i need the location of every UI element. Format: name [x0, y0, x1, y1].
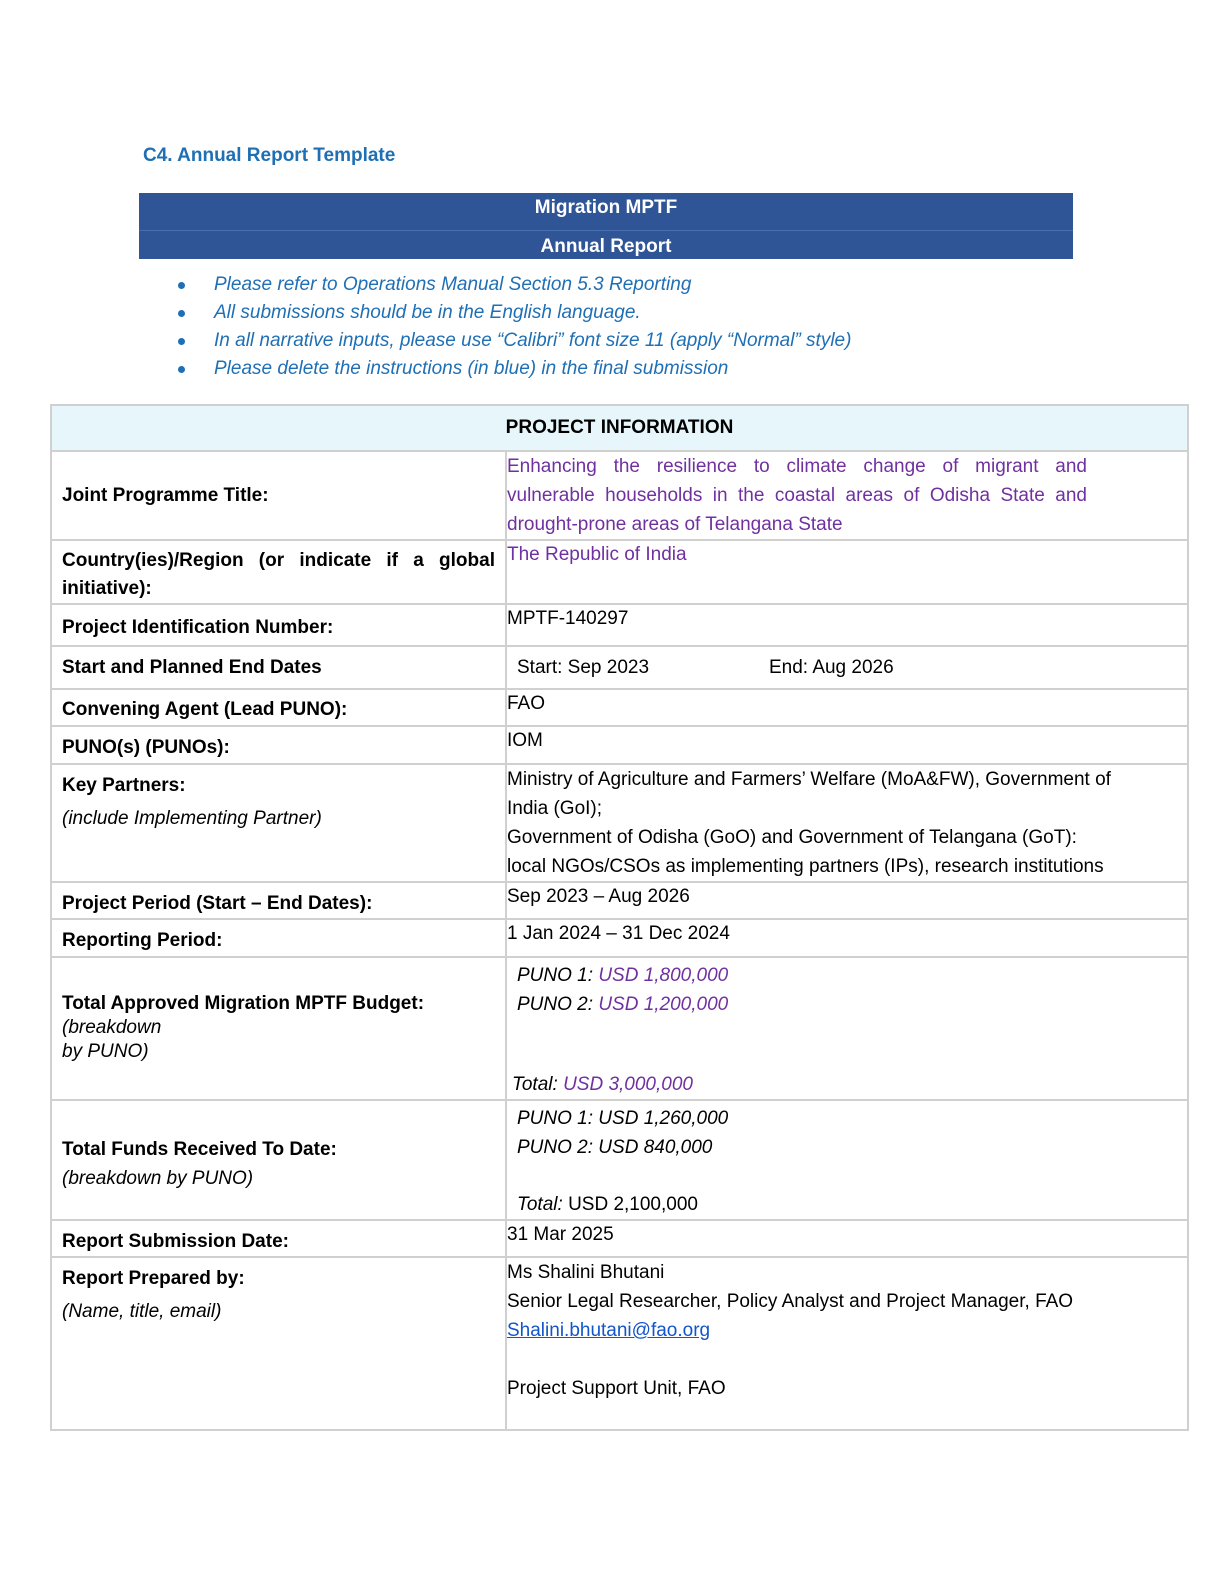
instruction-item	[176, 327, 851, 355]
budget-puno2	[507, 990, 1187, 1019]
instruction-text: In all narrative inputs, please use “Calibri” font size 11 (apply “Normal” style)	[214, 330, 852, 351]
reporting-period-label: Reporting Period:	[51, 919, 506, 957]
instruction-item	[176, 299, 851, 327]
budget-note-1: (breakdown	[62, 1017, 162, 1038]
funds-total	[517, 1190, 1187, 1219]
start-date: Start: Sep 2023	[517, 656, 650, 678]
budget-puno1	[507, 961, 1187, 990]
prepared-by-title: Report Prepared by:	[62, 1268, 245, 1289]
budget-puno1-amount: USD 1,800,000	[598, 965, 729, 986]
country-value: The Republic of India	[506, 540, 1188, 604]
project-information-table	[50, 404, 1189, 1431]
preparer-email-link[interactable]: Shalini.bhutani@fao.org	[507, 1320, 711, 1341]
funds-title: Total Funds Received To Date:	[62, 1139, 337, 1160]
budget-value	[506, 957, 1188, 1100]
budget-puno1-label: PUNO 1:	[517, 965, 594, 986]
preparer-title: Senior Legal Researcher, Policy Analyst and Project Manager, FAO	[507, 1291, 1074, 1312]
partner-line: Ministry of Agriculture and Farmers’ Welfare (MoA&FW), Government of India (GoI);	[507, 769, 1111, 819]
project-id-label: Project Identification Number:	[51, 604, 506, 646]
budget-total-label: Total:	[512, 1074, 558, 1095]
key-partners-note: (include Implementing Partner)	[62, 808, 322, 829]
prepared-by-value	[506, 1257, 1188, 1430]
funds-value	[506, 1100, 1188, 1220]
funds-total-label: Total:	[517, 1194, 563, 1215]
instruction-text: Please delete the instructions (in blue) in the final submission	[214, 358, 729, 379]
puno-value: IOM	[506, 726, 1188, 764]
project-period-label: Project Period (Start – End Dates):	[51, 882, 506, 919]
convening-agent-value: FAO	[506, 689, 1188, 726]
title-value	[506, 451, 1188, 540]
partner-line: local NGOs/CSOs as implementing partners (IPs), research institutions	[507, 856, 1104, 877]
banner-title: Migration MPTF	[139, 193, 1073, 230]
funds-puno1: PUNO 1: USD 1,260,000	[517, 1108, 729, 1129]
reporting-period-value: 1 Jan 2024 – 31 Dec 2024	[506, 919, 1188, 957]
budget-note-2: by PUNO)	[62, 1041, 149, 1062]
funds-label	[51, 1100, 506, 1220]
banner-subtitle: Annual Report	[139, 230, 1073, 259]
budget-puno2-amount: USD 1,200,000	[598, 994, 729, 1015]
project-period-value: Sep 2023 – Aug 2026	[506, 882, 1188, 919]
instruction-text: All submissions should be in the English language.	[214, 302, 641, 323]
key-partners-value	[506, 764, 1188, 882]
preparer-name: Ms Shalini Bhutani	[507, 1262, 665, 1283]
table-header: PROJECT INFORMATION	[51, 405, 1188, 451]
key-partners-title: Key Partners:	[62, 775, 186, 796]
instruction-item	[176, 355, 851, 383]
dates-label: Start and Planned End Dates	[51, 646, 506, 689]
preparer-unit: Project Support Unit, FAO	[507, 1378, 726, 1399]
prepared-by-label	[51, 1257, 506, 1430]
report-banner	[139, 193, 1073, 259]
budget-puno2-label: PUNO 2:	[517, 994, 594, 1015]
submission-date-label: Report Submission Date:	[51, 1220, 506, 1257]
partner-line: Government of Odisha (GoO) and Government of Telangana (GoT):	[507, 827, 1077, 848]
title-value-text: Enhancing the resilience to climate change of migrant and vulnerable households in the coastal areas of Odisha State and drought-prone areas of Telangana State	[507, 456, 1087, 535]
bullet-icon	[178, 282, 185, 289]
key-partners-label	[51, 764, 506, 882]
budget-total-amount: USD 3,000,000	[563, 1074, 693, 1095]
bullet-icon	[178, 310, 185, 317]
dates-value	[506, 646, 1188, 689]
end-date: End: Aug 2026	[769, 656, 894, 678]
prepared-by-note: (Name, title, email)	[62, 1301, 222, 1322]
convening-agent-label: Convening Agent (Lead PUNO):	[51, 689, 506, 726]
budget-total	[507, 1070, 1187, 1099]
puno-label: PUNO(s) (PUNOs):	[51, 726, 506, 764]
funds-note: (breakdown by PUNO)	[62, 1168, 254, 1189]
funds-puno2: PUNO 2: USD 840,000	[517, 1137, 713, 1158]
project-id-value: MPTF-140297	[506, 604, 1188, 646]
page-heading: C4. Annual Report Template	[143, 145, 396, 166]
bullet-icon	[178, 338, 185, 345]
bullet-icon	[178, 366, 185, 373]
budget-title: Total Approved Migration MPTF Budget:	[62, 993, 425, 1014]
country-label: Country(ies)/Region (or indicate if a global initiative):	[51, 540, 506, 604]
title-label: Joint Programme Title:	[51, 451, 506, 540]
instructions-list	[176, 271, 851, 383]
instruction-item	[176, 271, 851, 299]
submission-date-value: 31 Mar 2025	[506, 1220, 1188, 1257]
budget-label	[51, 957, 506, 1100]
funds-total-amount: USD 2,100,000	[568, 1194, 698, 1215]
instruction-text: Please refer to Operations Manual Section 5.3 Reporting	[214, 274, 692, 295]
